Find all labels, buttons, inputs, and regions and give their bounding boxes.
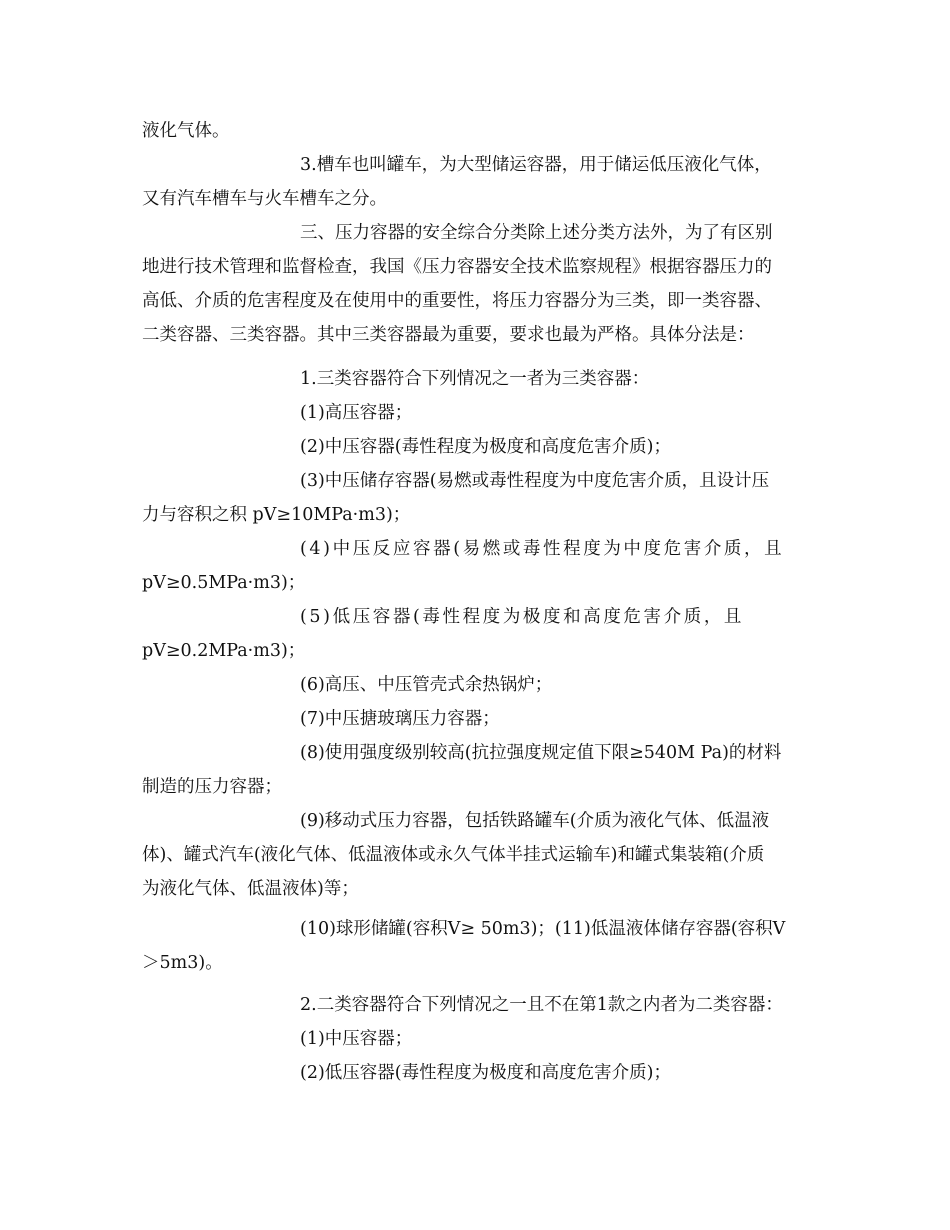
text-line: (3)中压储存容器(易燃或毒性程度为中度危害介质，且设计压	[300, 471, 770, 491]
text-line: pV≥0.2MPa·m3)；	[142, 641, 306, 661]
text-line: (10)球形储罐(容积V≥ 50m3)；(11)低温液体储存容器(容积V	[300, 919, 786, 939]
text-line: (9)移动式压力容器，包括铁路罐车(介质为液化气体、低温液	[300, 811, 770, 831]
text-line: 又有汽车槽车与火车槽车之分。	[142, 189, 387, 209]
text-line: 高低、介质的危害程度及在使用中的重要性，将压力容器分为三类，即一类容器、	[142, 291, 772, 311]
text-line: (8)使用强度级别较高(抗拉强度规定值下限≥540M Pa)的材料	[300, 743, 782, 763]
text-line: 液化气体。	[142, 121, 230, 141]
text-line: (4)中压反应容器(易燃或毒性程度为中度危害介质，且	[300, 539, 785, 559]
text-line: 制造的压力容器；	[142, 777, 282, 797]
text-line: (2)低压容器(毒性程度为极度和高度危害介质)；	[300, 1063, 671, 1083]
text-line: 力与容积之积 pV≥10MPa·m3)；	[142, 505, 411, 525]
text-line: 为液化气体、低温液体)等；	[142, 879, 359, 899]
text-line: 3.槽车也叫罐车，为大型储运容器，用于储运低压液化气体，	[300, 155, 772, 175]
text-line: 体)、罐式汽车(液化气体、低温液体或永久气体半挂式运输车)和罐式集装箱(介质	[142, 845, 765, 865]
text-line: 三、压力容器的安全综合分类除上述分类方法外，为了有区别	[300, 223, 773, 243]
text-line: (2)中压容器(毒性程度为极度和高度危害介质)；	[300, 437, 671, 457]
text-line: (7)中压搪玻璃压力容器；	[300, 709, 500, 729]
text-line: (6)高压、中压管壳式余热锅炉；	[300, 675, 553, 695]
text-line: 1.三类容器符合下列情况之一者为三类容器：	[300, 369, 650, 389]
text-line: (5)低压容器(毒性程度为极度和高度危害介质，且	[300, 607, 745, 627]
text-line: pV≥0.5MPa·m3)；	[142, 573, 306, 593]
text-line: 地进行技术管理和监督检查，我国《压力容器安全技术监察规程》根据容器压力的	[142, 257, 772, 277]
text-line: 二类容器、三类容器。其中三类容器最为重要，要求也最为严格。具体分法是：	[142, 325, 755, 345]
text-line: (1)高压容器；	[300, 403, 413, 423]
text-line: ＞5m3)。	[142, 953, 223, 973]
text-line: 2.二类容器符合下列情况之一且不在第1款之内者为二类容器：	[300, 995, 783, 1015]
text-line: (1)中压容器；	[300, 1029, 413, 1049]
